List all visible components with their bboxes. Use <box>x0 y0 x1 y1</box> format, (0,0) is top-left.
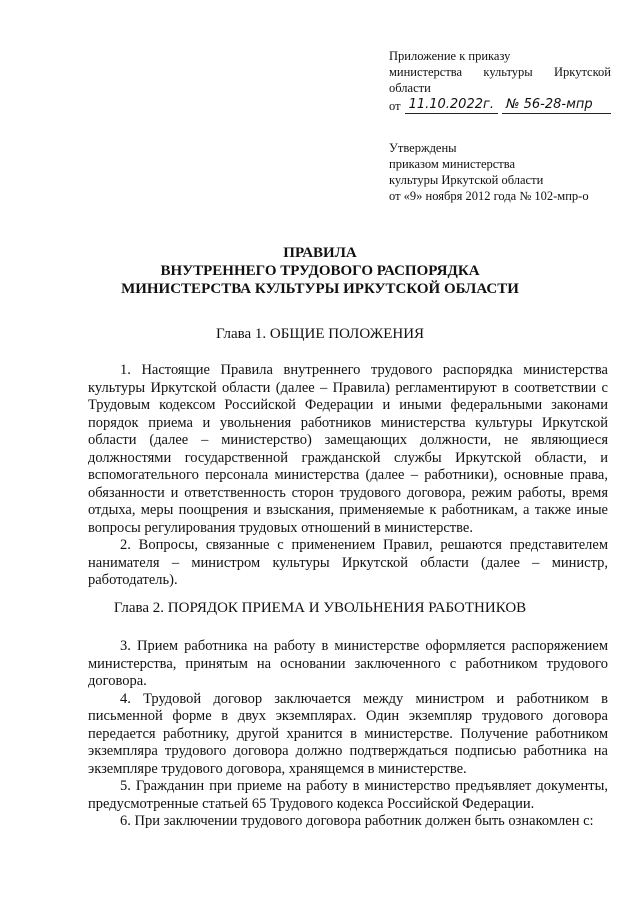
handwritten-date: 11.10.2022г. <box>405 97 498 114</box>
appendix-word: культуры <box>483 65 533 79</box>
paragraph-1: 1. Настоящие Правила внутреннего трудового распорядка министерства культуры Иркутской области (далее – Правила) регламентируют в соответствии с Трудовым кодексом Российской Федерации и иными федеральными законами порядок приема и увольнения работников министерства культуры Иркутской области (далее – министерство) замещающих должности, не являющиеся должностями государственной гражданской службы Иркутской области, и вспомогательного персонала министерства (далее – работники), основные права, обязанности и ответственность сторон трудового договора, режим работы, время отдыха, меры поощрения и взыскания, применяемые к работникам, а также иные вопросы регулирования трудовых отношений в министерстве. <box>88 362 608 536</box>
paragraph-3: 3. Прием работника на работу в министерстве оформляется распоряжением министерства, принятым на основании заключенного с работником трудового договора. <box>88 638 608 689</box>
appendix-word: Иркутской <box>554 65 611 79</box>
approved-block <box>389 140 611 204</box>
chapter2-heading: Глава 2. ПОРЯДОК ПРИЕМА И УВОЛЬНЕНИЯ РАБОТНИКОВ <box>113 600 527 616</box>
ot-label: от <box>389 99 401 113</box>
title-line1: ПРАВИЛА <box>283 245 357 261</box>
paragraph-4: 4. Трудовой договор заключается между министром и работником в письменной форме в двух экземплярах. Один экземпляр трудового договора передается работнику, другой хранится в министерстве. Получение работником экземпляра трудового договора должно подтверждаться подписью работника на экземпляре трудового договора, хранящемся в министерстве. <box>88 690 608 777</box>
paragraph-6: 6. При заключении трудового договора работник должен быть ознакомлен с: <box>120 813 594 829</box>
appendix-block <box>389 48 611 114</box>
handwritten-number: № 56-28-мпр <box>502 97 611 114</box>
appendix-line3: области <box>389 81 431 95</box>
approved-line2: приказом министерства <box>389 157 516 171</box>
chapter2-body <box>88 638 608 831</box>
approved-line1: Утверждены <box>389 141 457 155</box>
title-line2: ВНУТРЕННЕГО ТРУДОВОГО РАСПОРЯДКА <box>160 263 480 279</box>
appendix-line1: Приложение к приказу <box>389 49 511 63</box>
appendix-line2 <box>389 64 611 80</box>
approved-line4: от «9» ноября 2012 года № 102-мпр-о <box>389 189 589 203</box>
paragraph-5: 5. Гражданин при приеме на работу в министерство предъявляет документы, предусмотренные статьей 65 Трудового кодекса Российской Федерации. <box>88 778 608 812</box>
chapter1-heading: Глава 1. ОБЩИЕ ПОЛОЖЕНИЯ <box>215 326 425 342</box>
title-line3: МИНИСТЕРСТВА КУЛЬТУРЫ ИРКУТСКОЙ ОБЛАСТИ <box>121 281 519 297</box>
chapter1-body <box>88 362 608 590</box>
paragraph-2: 2. Вопросы, связанные с применением Правил, решаются представителем нанимателя – министром культуры Иркутской области (далее – министр, работодатель). <box>88 537 608 588</box>
approved-line3: культуры Иркутской области <box>389 173 544 187</box>
document-title <box>0 244 640 298</box>
appendix-date-line <box>389 96 611 114</box>
appendix-word: министерства <box>389 65 463 79</box>
